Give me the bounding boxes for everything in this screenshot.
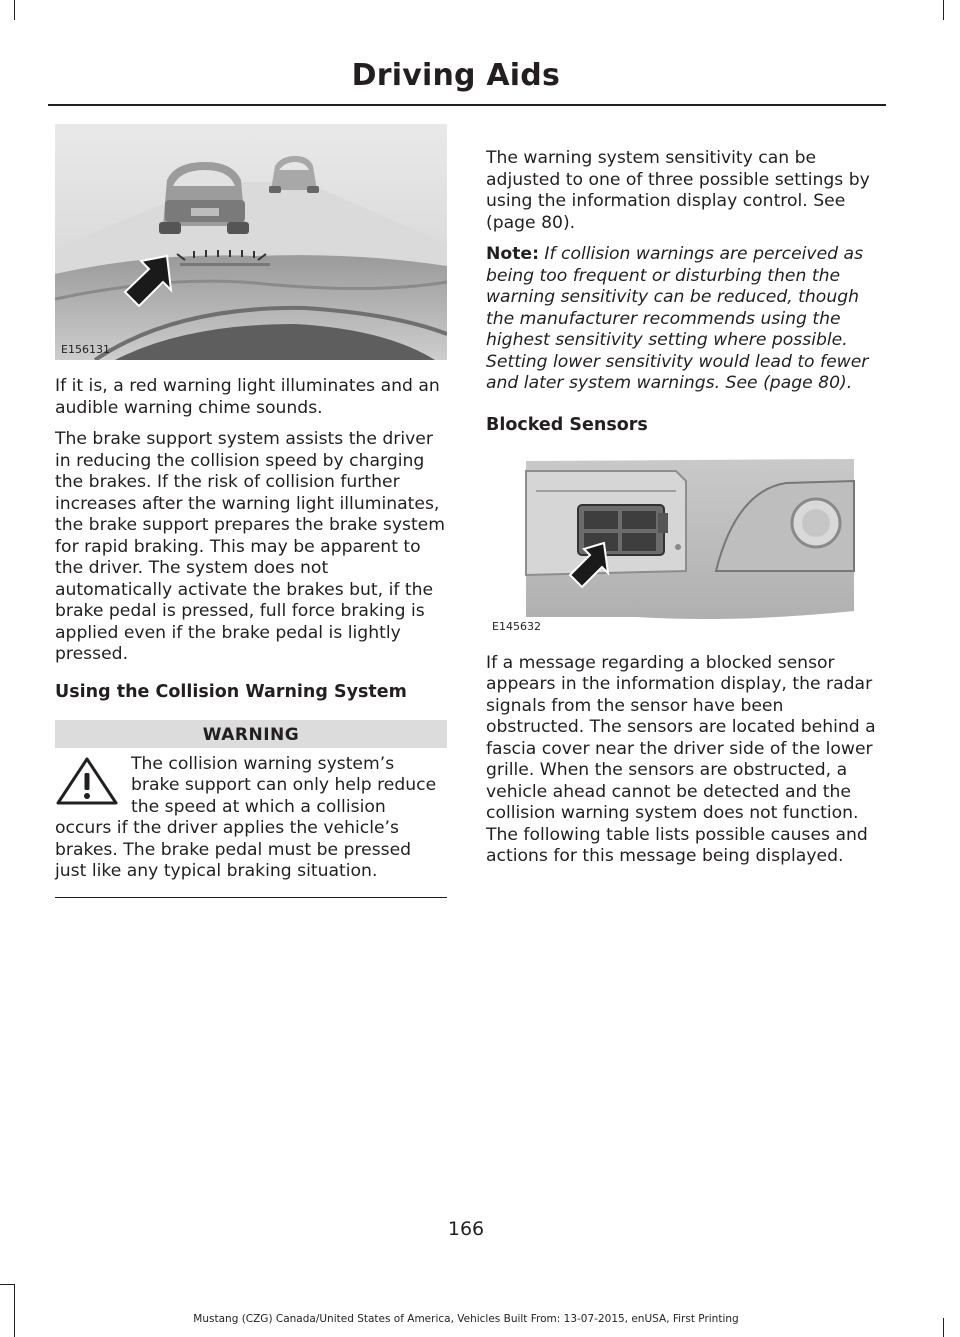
warning-triangle-icon	[55, 756, 119, 806]
crop-mark-top-right	[943, 0, 944, 20]
warning-bottom-rule	[55, 897, 447, 898]
note-paragraph	[486, 244, 880, 395]
dashboard-illustration	[55, 124, 447, 360]
warning-title: WARNING	[55, 720, 447, 748]
figure-code: E156131	[61, 343, 110, 356]
warning-text: The collision warning system’s brake support can only help reduce the speed at which a collision occurs if the driver applies the vehicle’s brakes. The brake pedal must be pressed just like any typical braking situation.	[55, 753, 437, 881]
section-heading-blocked-sensors: Blocked Sensors	[486, 414, 648, 435]
note-text: If collision warnings are perceived as being too frequent or disturbing then the warning sensitivity can be reduced, though the manufacturer recommends using the highest sensitivity setting where possible. Setting lower sensitivity would lead to fewer and later system warnings. See (page 80).	[486, 244, 869, 393]
crop-mark-bottom-right	[943, 1318, 944, 1337]
left-column	[55, 124, 447, 898]
car-ahead-icon	[159, 162, 249, 234]
figure-collision-warning-light	[55, 124, 447, 360]
header-rule	[48, 104, 886, 106]
right-column	[486, 124, 880, 878]
paragraph-brake-support: The brake support system assists the driver in reducing the collision speed by charging the brakes. If the risk of collision further increases after the warning light illuminates, the brake support prepares the brake system for rapid braking. This may be apparent to the driver. The system does not automatically activate the brakes but, if the brake pedal is pressed, full force braking is applied even if the brake pedal is lightly pressed.	[55, 429, 445, 664]
footer: Mustang (CZG) Canada/United States of America, Vehicles Built From: 13-07-2015, enUSA, First Printing	[193, 1313, 739, 1325]
figure-code: E145632	[492, 619, 541, 633]
page-title: Driving Aids	[351, 58, 560, 93]
paragraph-sensitivity: The warning system sensitivity can be adjusted to one of three possible settings by using the information display control. See (page 80).	[486, 148, 870, 233]
section-heading-using-collision-warning: Using the Collision Warning System	[55, 681, 407, 702]
page-number: 166	[447, 1218, 485, 1240]
note-label: Note:	[486, 244, 539, 264]
warning-box	[55, 754, 447, 883]
crop-mark-bottom-left-h	[0, 1284, 14, 1285]
paragraph-blocked-sensor: If a message regarding a blocked sensor appears in the information display, the radar signals from the sensor have been obstructed. The sensors are located behind a fascia cover near the driver side of the lower grille. When the sensors are obstructed, a vehicle ahead cannot be detected and the collision warning system does not function. The following table lists possible causes and actions for this message being displayed.	[486, 652, 876, 866]
crop-mark-bottom-left	[14, 1284, 15, 1337]
paragraph-warning-light: If it is, a red warning light illuminates and an audible warning chime sounds.	[55, 376, 440, 418]
figure-blocked-sensor	[486, 451, 856, 637]
grille-sensor-illustration	[486, 451, 856, 637]
crop-mark-top-left	[14, 0, 15, 20]
